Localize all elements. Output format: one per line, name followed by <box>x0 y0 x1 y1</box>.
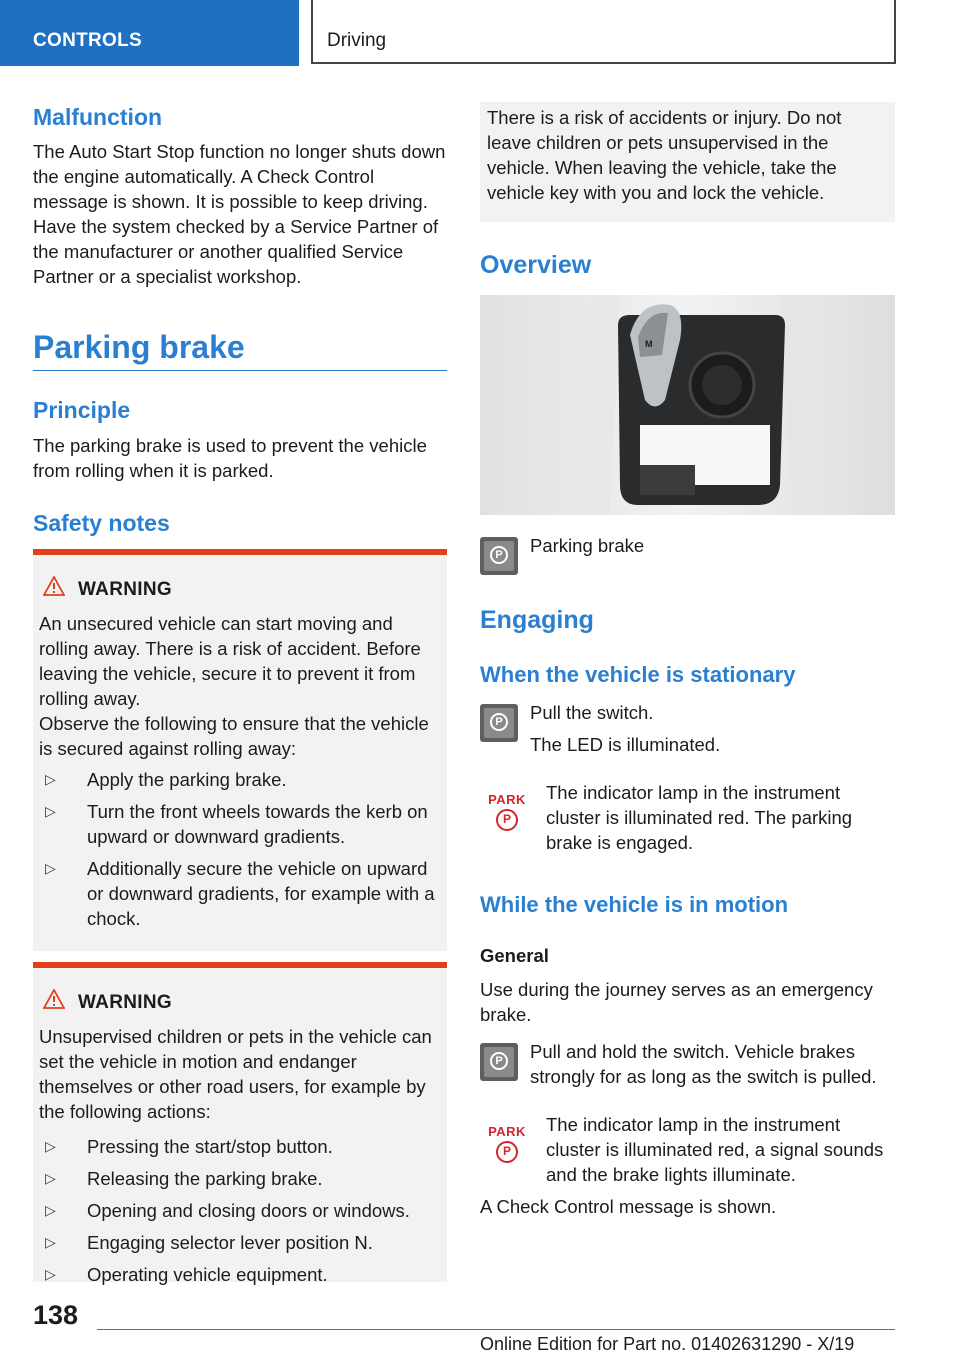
footer-rule <box>97 1329 895 1330</box>
section-tab: CONTROLS <box>0 0 299 66</box>
motion-heading: While the vehicle is in motion <box>480 892 789 917</box>
principle-text: The parking brake is used to prevent the vehicle from rolling when it is parked. <box>33 435 427 481</box>
warning-label: WARNING <box>78 579 172 600</box>
indicator-text: The indicator lamp in the instrument cluster is illuminated red. The parking brake is engaged. <box>546 782 853 853</box>
instruction-text: Pull and hold the switch. Vehicle brakes strongly for as long as the switch is pulled. <box>530 1041 877 1087</box>
triangle-bullet-icon: ▷ <box>45 1202 56 1218</box>
warning-icon <box>43 576 65 596</box>
warning-box-1: WARNING An unsecured vehicle can start moving and rolling away. There is a risk of accident. Before leaving the vehicle, secure it to prevent it from rolling away. Observe the following to ensure that the vehicle is secured against rolling away: ▷ Apply the parking brake. ▷ Turn the front wheels towards the kerb on upward or downward gradients. ▷ Additionally secure the vehicle on upward or downward gradients, for example with a chock. <box>33 549 447 951</box>
safety-notes-heading: Safety notes <box>33 510 170 536</box>
check-control-text: A Check Control message is shown. <box>480 1196 777 1217</box>
chapter-tab: Driving <box>311 0 896 64</box>
malfunction-heading: Malfunction <box>33 104 163 130</box>
warning-text: Unsupervised children or pets in the vehicle can set the vehicle in motion and endanger themselves or other road users, for example by the following actions: <box>39 1026 432 1122</box>
engaging-heading: Engaging <box>480 606 594 634</box>
warning-icon <box>43 989 65 1009</box>
triangle-bullet-icon: ▷ <box>45 1266 56 1282</box>
page-number: 138 <box>33 1300 79 1330</box>
heading-rule <box>33 370 447 371</box>
parking-brake-heading: Parking brake <box>33 329 245 365</box>
warning-continuation-box <box>480 102 895 222</box>
park-indicator-icon: PARK P <box>485 793 529 831</box>
overview-heading: Overview <box>480 251 592 279</box>
warning-label: WARNING <box>78 992 172 1013</box>
parking-brake-label: Parking brake <box>530 535 645 556</box>
stationary-heading: When the vehicle is stationary <box>480 662 796 687</box>
instruction-text: The LED is illuminated. <box>530 734 721 755</box>
parking-brake-switch-icon: P <box>480 704 518 742</box>
general-heading: General <box>480 945 549 966</box>
parking-brake-switch-icon: P <box>480 1043 518 1081</box>
center-console-illustration <box>480 295 895 515</box>
triangle-bullet-icon: ▷ <box>45 771 56 787</box>
warning-text: There is a risk of accidents or injury. Do not leave children or pets unsupervised in the vehicle. When leaving the vehicle, take the vehicle key with you and lock the vehicle. <box>487 107 842 203</box>
malfunction-text: The Auto Start Stop function no longer shuts down the engine automatically. A Check Control message is shown. It is possible to keep driving. Have the system checked by a Service Partner of the manufacturer or another qualified Service Partner or a specialist workshop. <box>33 141 446 287</box>
edition-note: Online Edition for Part no. 01402631290 - X/19 <box>480 1334 855 1354</box>
triangle-bullet-icon: ▷ <box>45 1170 56 1186</box>
general-text: Use during the journey serves as an emergency brake. <box>480 979 873 1025</box>
triangle-bullet-icon: ▷ <box>45 803 56 819</box>
triangle-bullet-icon: ▷ <box>45 1138 56 1154</box>
svg-text:M: M <box>645 339 653 349</box>
park-indicator-icon: PARK P <box>485 1125 529 1163</box>
center-console-photo <box>480 295 895 515</box>
page-header <box>0 0 960 66</box>
warning-text: An unsecured vehicle can start moving and rolling away. There is a risk of accident. Before leaving the vehicle, secure it to prevent it from rolling away. <box>39 613 421 709</box>
indicator-text: The indicator lamp in the instrument cluster is illuminated red, a signal sounds and the brake lights illuminate. <box>546 1114 884 1185</box>
triangle-bullet-icon: ▷ <box>45 1234 56 1250</box>
principle-heading: Principle <box>33 397 131 423</box>
parking-brake-switch-icon: P <box>480 537 518 575</box>
warning-text: Observe the following to ensure that the vehicle is secured against rolling away: <box>39 713 429 759</box>
instruction-text: Pull the switch. <box>530 702 654 723</box>
warning-box-2: WARNING Unsupervised children or pets in the vehicle can set the vehicle in motion and endanger themselves or other road users, for example by the following actions: ▷ Pressing the start/stop button. ▷ Releasing the parking brake. ▷ Opening and closing doors or windows. ▷ Engaging selector lever position N. ▷ Operating vehicle equipment. <box>33 962 447 1282</box>
triangle-bullet-icon: ▷ <box>45 860 56 876</box>
